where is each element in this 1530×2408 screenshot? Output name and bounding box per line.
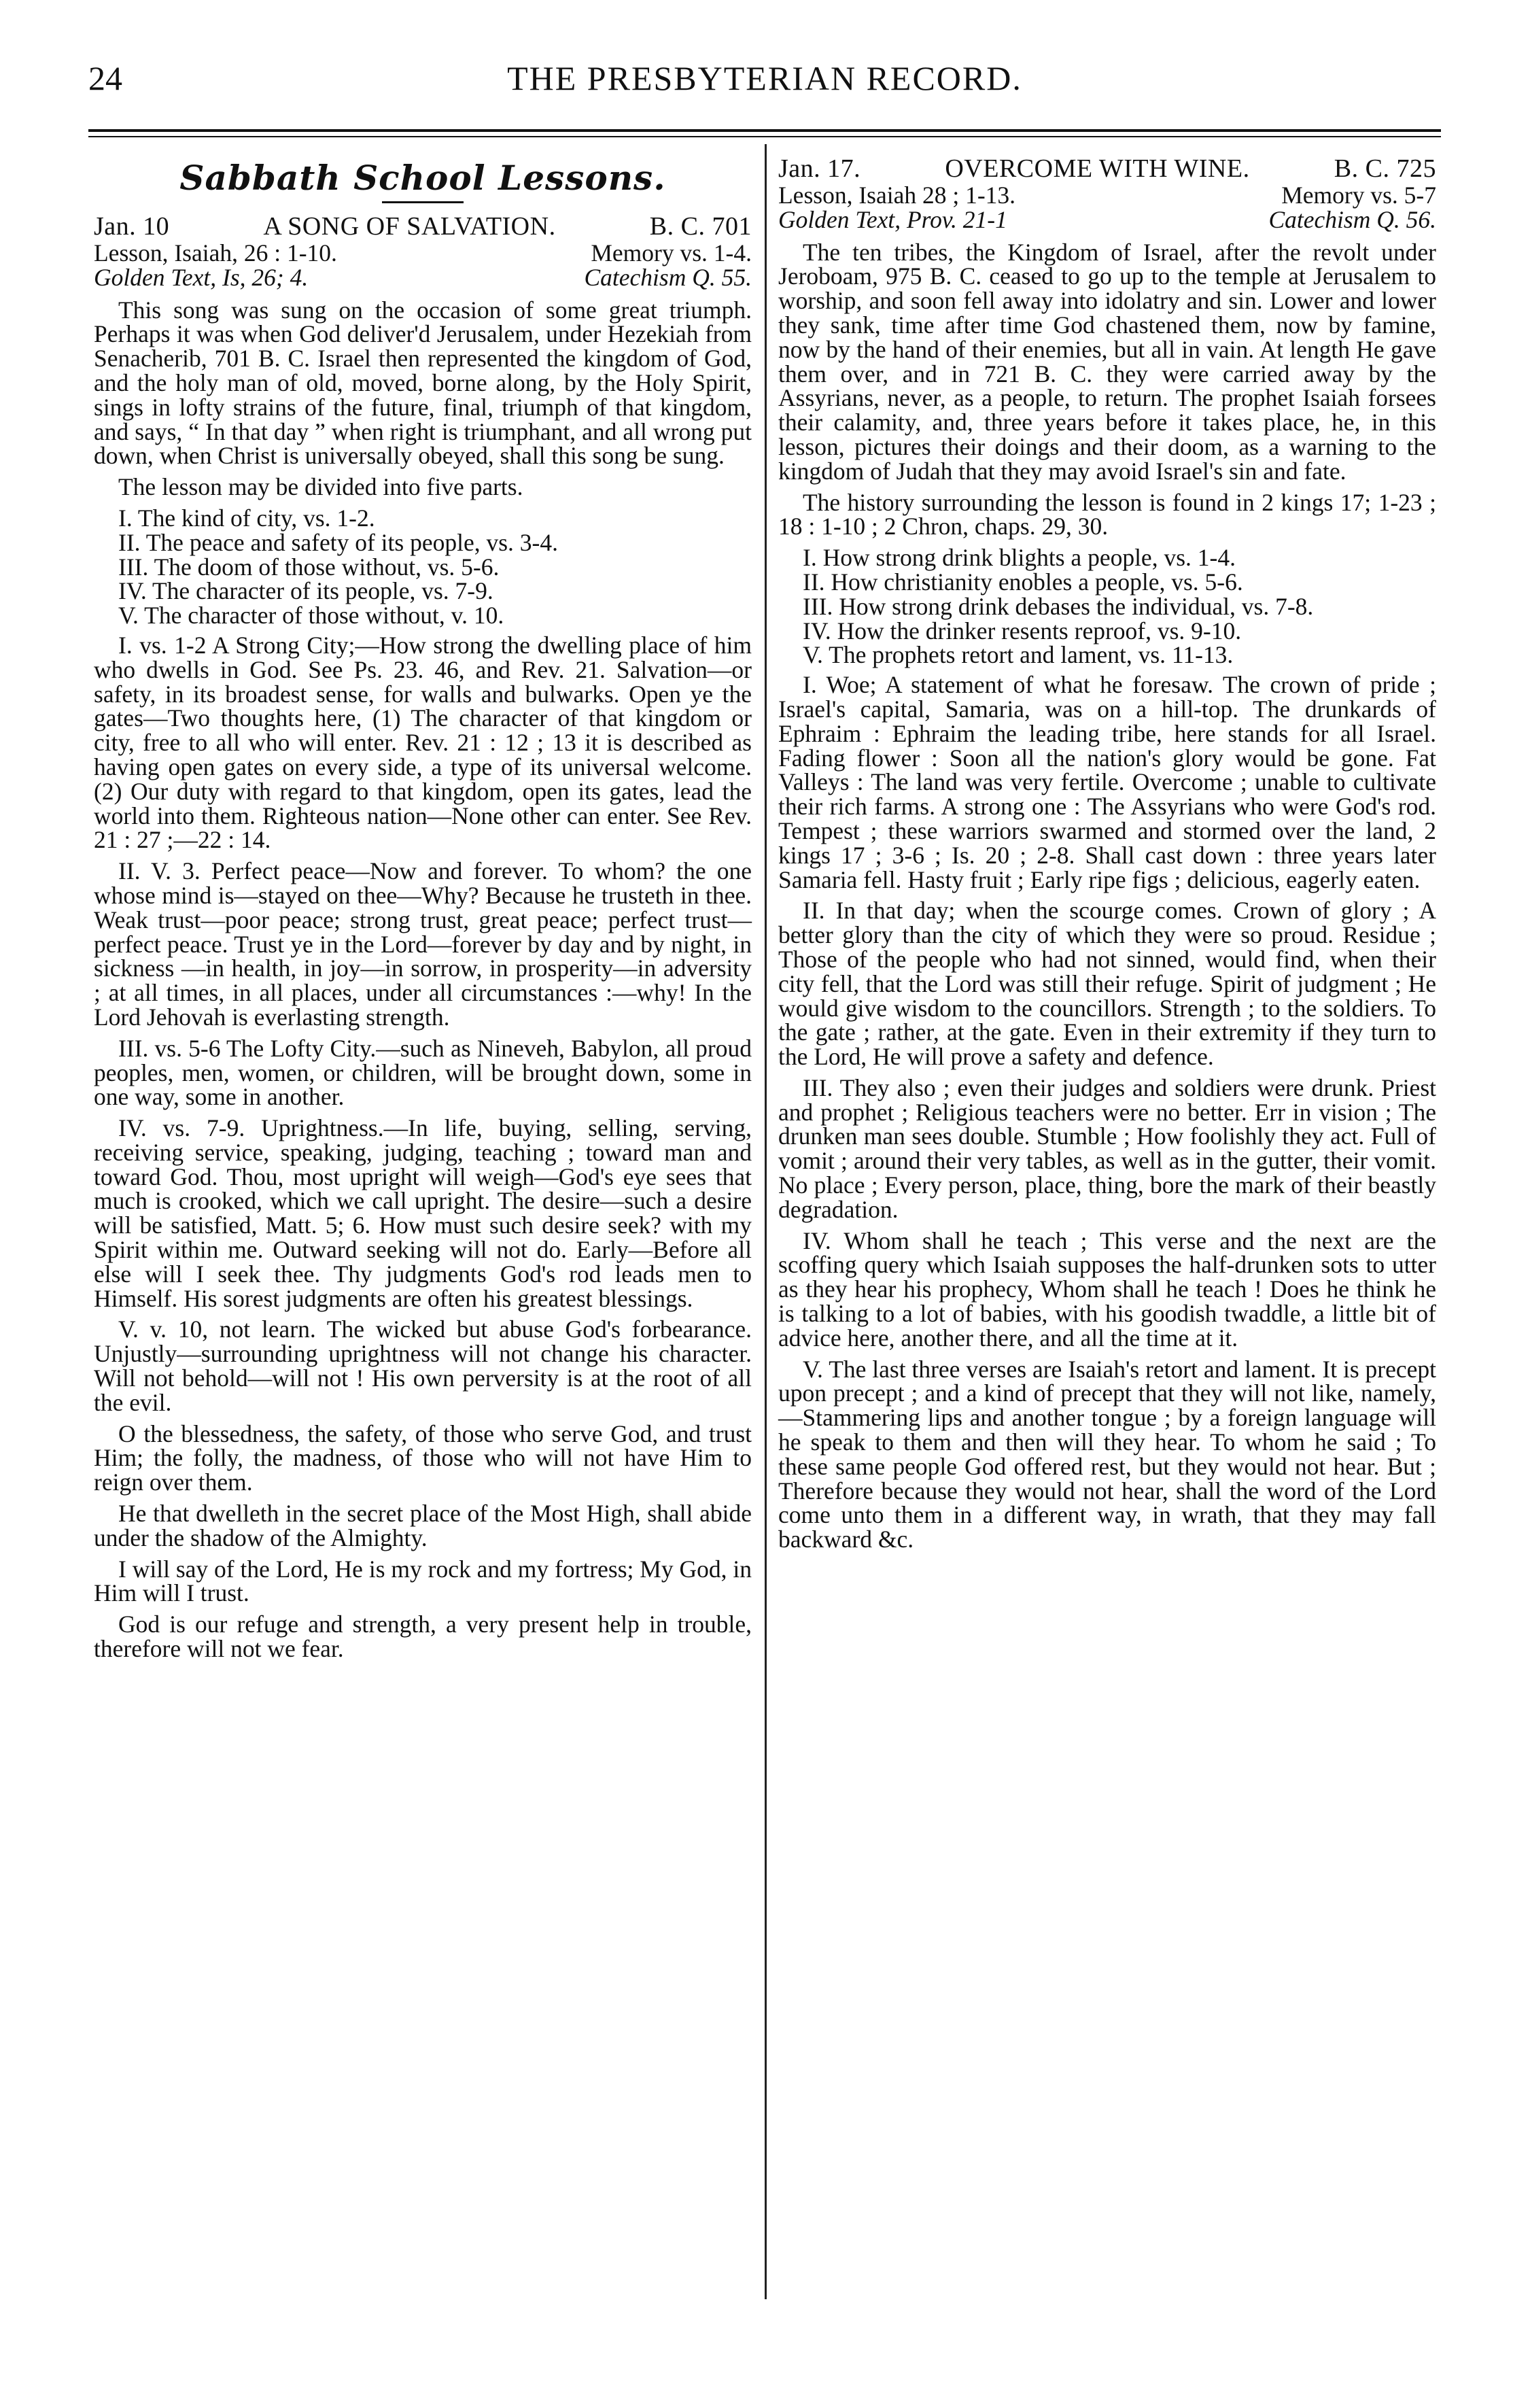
paragraph: III. They also ; even their judges and soldiers were drunk. Priest and prophet ; Religious teachers were no better. Err in vision ; The drunken man sees double. Stumble ; How foolishly they act. Full of vomit ; around their very tables, as well as in the gutter, their vomit. No place ; Every person, place, thing, bore the mark of their beastly degradation. bbox=[778, 1073, 1436, 1223]
memory-verses: Memory vs. 5-7 bbox=[1281, 182, 1436, 209]
list-item: IV. How the drinker resents reproof, vs. 9-10. bbox=[803, 617, 1242, 644]
page-number: 24 bbox=[88, 59, 122, 97]
lesson-era: B. C. 725 bbox=[1334, 154, 1436, 183]
paragraph: IV. Whom shall he teach ; This verse and the next are the scoffing query which Isaiah supposes the half-drunken sots to utter as they hear his prophecy, Whom shall he teach ! Does he think he is talking to a lot of babies, with his goodish twaddle, a little bit of advice here, another there, and all the time at it. bbox=[778, 1226, 1436, 1352]
lesson-meta bbox=[94, 241, 752, 266]
memory-verses: Memory vs. 1-4. bbox=[591, 239, 752, 266]
list-item: III. The doom of those without, vs. 5-6. bbox=[118, 553, 500, 581]
paragraph: I. vs. 1-2 A Strong City;—How strong the dwelling place of him who dwells in God. See Ps. 23. 46, and Rev. 21. Salvation—or safety, in its broadest sense, for walls and bulwarks. Open ye the gates—Two thoughts here, (1) The character of that kingdom or city, free to all who will enter. Rev. 21 : 12 ; 13 it is described as having open gates on every side, a type of its universal welcome. (2) Our duty with regard to that kingdom, open its gates, lead the world into them. Righteous nation—None other can enter. See Rev. 21 : 27 ;—22 : 14. bbox=[94, 631, 752, 854]
section-title: Sabbath School Lessons. bbox=[179, 158, 666, 198]
list-item: IV. The character of its people, vs. 7-9. bbox=[118, 577, 493, 605]
paragraph: He that dwelleth in the secret place of the Most High, shall abide under the shadow of the Almighty. bbox=[94, 1500, 752, 1551]
paragraph: O the blessedness, the safety, of those who serve God, and trust Him; the folly, the madness, of those who will not have Him to reign over them. bbox=[94, 1420, 752, 1496]
page-header bbox=[88, 58, 1441, 120]
paragraph: II. V. 3. Perfect peace—Now and forever. To whom? the one whose mind is—stayed on thee—Why? Because he trusteth in thee. Weak trust—poor peace; strong trust, great peace; perfect trust—perfect peace. Trust ye in the Lord—forever by day and by night, in sickness —in health, in joy—in sorrow, in prosperity—in adversity ; at all times, in all places, under all circumstances :—why! In the Lord Jehovah is everlasting strength. bbox=[94, 857, 752, 1031]
list-item: I. How strong drink blights a people, vs. 1-4. bbox=[803, 544, 1236, 572]
lesson-date: Jan. 10 bbox=[94, 212, 170, 241]
list-item: II. How christianity enobles a people, vs. 5-6. bbox=[803, 568, 1243, 596]
right-column bbox=[778, 154, 1436, 1559]
list-item: V. The prophets retort and lament, vs. 11-13. bbox=[803, 641, 1234, 669]
lesson-reference: Lesson, Isaiah 28 ; 1-13. bbox=[778, 182, 1016, 209]
catechism: Catechism Q. 56. bbox=[1268, 205, 1436, 233]
paragraph: V. v. 10, not learn. The wicked but abuse God's forbearance. Unjustly—surrounding uprightness will not change his character. Will not behold—will not ! His own perversity is at the root of all the evil. bbox=[94, 1315, 752, 1416]
lesson-era: B. C. 701 bbox=[649, 212, 752, 241]
golden-text: Golden Text, Is, 26; 4. bbox=[94, 263, 309, 291]
lesson-parts-list bbox=[94, 506, 752, 628]
paragraph: God is our refuge and strength, a very present help in trouble, therefore will not we fear. bbox=[94, 1611, 752, 1663]
header-rule-top bbox=[88, 129, 1441, 132]
paragraph: The history surrounding the lesson is found in 2 kings 17; 1-23 ; 18 : 1-10 ; 2 Chron, chaps. 29, 30. bbox=[778, 488, 1436, 540]
lesson-title: OVERCOME WITH WINE. bbox=[945, 154, 1250, 183]
lesson-meta bbox=[778, 184, 1436, 208]
catechism: Catechism Q. 55. bbox=[584, 263, 752, 291]
lesson-title: A SONG OF SALVATION. bbox=[263, 212, 556, 241]
paragraph: This song was sung on the occasion of some great triumph. Perhaps it was when God deliver'd Jerusalem, under Hezekiah from Senacherib, 701 B. C. Israel then represented the kingdom of God, and the holy man of old, moved, borne along, by the Holy Spirit, sings in lofty strains of the future, final, triumph of that kingdom, and says, “ In that day ” when right is triumphant, and all wrong put down, when Christ is universally obeyed, shall this song be sung. bbox=[94, 296, 752, 470]
paragraph: The lesson may be divided into five parts. bbox=[118, 473, 523, 501]
lesson-heading bbox=[94, 211, 752, 241]
lesson-heading bbox=[778, 154, 1436, 184]
left-column bbox=[94, 154, 752, 1668]
header-rule-bottom bbox=[88, 136, 1441, 137]
list-item: III. How strong drink debases the individual, vs. 7-8. bbox=[803, 592, 1314, 620]
lesson-reference: Lesson, Isaiah, 26 : 1-10. bbox=[94, 239, 337, 266]
list-item: V. The character of those without, v. 10. bbox=[118, 602, 504, 630]
paragraph: I. Woe; A statement of what he foresaw. The crown of pride ; Israel's capital, Samaria, was on a hill-top. The drunkards of Ephraim : Ephraim the leading tribe, here stands for all Israel. Fading flower : Soon all the nation's glory would be gone. Fat Valleys : The land was very fertile. Overcome ; unable to cultivate their rich farms. A strong one : The Assyrians who were God's rod. Tempest ; these warriors swarmed and stormed over the land, 2 kings 17 ; 3-6 ; Is. 20 ; 2-8. Shall cast down : three years later Samaria fell. Hasty fruit ; Early ripe figs ; delicious, eagerly eaten. bbox=[778, 671, 1436, 893]
paragraph: IV. vs. 7-9. Uprightness.—In life, buying, selling, serving, receiving service, speaking, judging, teaching ; toward man and toward God. Thou, most upright will weigh—God's eye sees that much is crooked, which we call upright. The desire—such a desire will be satisfied, Matt. 5; 6. How must such desire seek? with my Spirit within me. Outward seeking will not do. Early—Before all else will I seek thee. Thy judgments God's rod leads men to Himself. His sorest judgments are often his greatest blessings. bbox=[94, 1114, 752, 1312]
golden-text: Golden Text, Prov. 21-1 bbox=[778, 205, 1007, 233]
paragraph: III. vs. 5-6 The Lofty City.—such as Nineveh, Babylon, all proud peoples, men, women, or children, will be brought down, some in one way, some in another. bbox=[94, 1034, 752, 1111]
paragraph: II. In that day; when the scourge comes. Crown of glory ; A better glory than the city of which they were so proud. Residue ; Those of the people who had not sinned, would find, when their city fell, that the Lord was still their refuge. Spirit of judgment ; He would give wisdom to the councillors. Strength ; to the soldiers. To the gate ; rather, at the gate. Even in their extremity if they turn to the Lord, He will prove a safety and defence. bbox=[778, 897, 1436, 1071]
title-rule bbox=[382, 201, 464, 203]
paragraph: V. The last three verses are Isaiah's retort and lament. It is precept upon precept ; and a kind of precept that they will not like, namely,—Stammering lips and another tongue ; by a foreign language will he speak to them and then will they hear. To whom he said ; To these same people God offered rest, but they would not hear. But ; Therefore because they would not hear, shall the word of the Lord come unto them in a different way, in wrath, that they may fall backward &c. bbox=[778, 1355, 1436, 1553]
list-item: I. The kind of city, vs. 1-2. bbox=[118, 504, 375, 532]
journal-title: THE PRESBYTERIAN RECORD. bbox=[507, 59, 1022, 97]
lesson-date: Jan. 17. bbox=[778, 154, 861, 183]
lesson-parts-list bbox=[778, 546, 1436, 668]
lesson-meta-golden bbox=[778, 205, 1436, 233]
paragraph: I will say of the Lord, He is my rock and my fortress; My God, in Him will I trust. bbox=[94, 1555, 752, 1607]
lesson-meta-golden bbox=[94, 263, 752, 291]
paragraph: The ten tribes, the Kingdom of Israel, after the revolt under Jeroboam, 975 B. C. ceased to go up to the temple at Jerusalem to worship, and soon fell away into idolatry and sin. Lower and lower they sank, time after time God chastened them, now by famine, now by the hand of their enemies, but all in vain. At length He gave them over, and in 721 B. C. they were carried away by the Assyrians, never, as a people, to return. The prophet Isaiah forsees their calamity, and, three years before it takes place, he, in this lesson, pictures their doings and their doom, as a warning to the kingdom of Judah that they may avoid Israel's sin and fate. bbox=[778, 238, 1436, 485]
list-item: II. The peace and safety of its people, vs. 3-4. bbox=[118, 528, 558, 556]
column-divider bbox=[765, 144, 767, 2299]
